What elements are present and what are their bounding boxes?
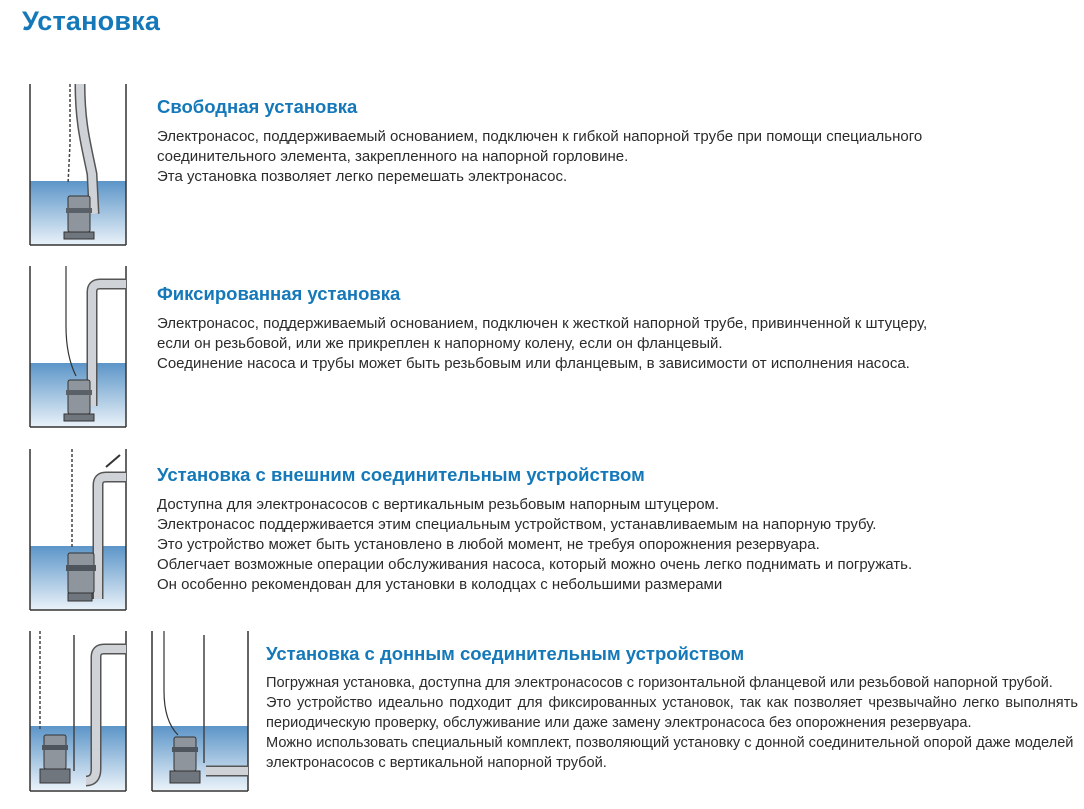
section-text-line: Эта установка позволяет легко перемешать электронасос.: [157, 168, 568, 185]
section-text-line: Это устройство может быть установлено в любой момент, не требуя опорожнения резервуара.: [157, 536, 820, 553]
fixed-installation-illustration: [28, 266, 130, 428]
section-free-installation: [157, 96, 922, 187]
section-text-line: Соединение насоса и трубы может быть резьбовым или фланцевым, в зависимости от исполнения насоса.: [157, 355, 910, 372]
section-paragraph: Можно использовать специальный комплект, позволяющий установку с донной соединительной опорой даже моделей электронасосов с вертикальной напорной трубой.: [266, 735, 1074, 771]
section-text-line: Электронасос, поддерживаемый основанием, подключен к гибкой напорной трубе при помощи специального: [157, 128, 923, 145]
section-text-line: Облегчает возможные операции обслуживания насоса, который можно очень легко поднимать и погружать.: [157, 556, 913, 573]
page-title: Установка: [22, 6, 161, 36]
section-bottom-coupling: [266, 643, 1078, 773]
external-coupling-illustration: [28, 449, 130, 611]
section-text-line: Он особенно рекомендован для установки в колодцах с небольшими размерами: [157, 576, 723, 593]
section-paragraph: Погружная установка, доступна для электронасосов с горизонтальной фланцевой или резьбовой напорной трубой.: [266, 675, 1053, 691]
section-text-line: соединительного элемента, закрепленного на напорной горловине.: [157, 148, 629, 165]
section-paragraph: Это устройство идеально подходит для фиксированных установок, так как позволяет чрезвычайно легко выполнять периодическую проверку, обслуживание или даже замену электронасоса без опорожнения резервуара.: [266, 695, 1078, 731]
section-text-line: Электронасос, поддерживаемый основанием, подключен к жесткой напорной трубе, привинченной к штуцеру,: [157, 315, 928, 332]
bottom-coupling-illustration-vertical: [28, 631, 130, 801]
section-title: Установка с внешним соединительным устройством: [157, 464, 645, 485]
section-fixed-installation: [157, 283, 927, 374]
section-title: Свободная установка: [157, 96, 358, 117]
section-title: Фиксированная установка: [157, 283, 401, 304]
section-text-line: Доступна для электронасосов с вертикальным резьбовым напорным штуцером.: [157, 496, 720, 513]
free-installation-illustration: [28, 84, 130, 246]
section-title: Установка с донным соединительным устройством: [266, 643, 745, 664]
section-text-line: Электронасос поддерживается этим специальным устройством, устанавливаемым на напорную трубу.: [157, 516, 877, 533]
section-external-coupling: [157, 464, 912, 595]
bottom-coupling-illustration-horizontal: [150, 631, 252, 801]
section-text-line: если он резьбовой, или же прикреплен к напорному колену, если он фланцевый.: [157, 335, 723, 352]
